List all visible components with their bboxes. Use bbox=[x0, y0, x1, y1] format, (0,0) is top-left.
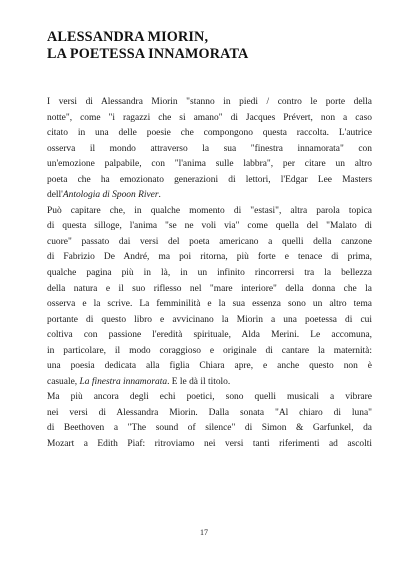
body-line bbox=[47, 204, 372, 220]
body-text bbox=[47, 95, 372, 453]
body-line bbox=[47, 344, 372, 360]
body-line-text-after: . bbox=[158, 190, 161, 201]
body-line-text: notte", come "i ragazzi che si amano" di Jacques Prévert, non a caso bbox=[47, 112, 372, 123]
body-line-text-after: . E le dà il titolo. bbox=[167, 376, 231, 387]
body-line bbox=[47, 328, 372, 344]
body-line-text: della natura e il suo riflesso nel "mare interiore" della donna che la bbox=[47, 283, 372, 294]
body-line-text: nei versi di Alessandra Miorin. Dalla sonata "Al chiaro di luna" bbox=[47, 407, 372, 418]
body-line-text: di Beethoven a "The sound of silence" di Simon & Garfunkel, da bbox=[47, 423, 372, 434]
body-line bbox=[47, 142, 372, 158]
body-line bbox=[47, 297, 372, 313]
body-line bbox=[47, 421, 372, 437]
body-line-text: un'emozione palpabile, con "l'anima sulle labbra", per citare un altro bbox=[47, 159, 372, 170]
chapter-title bbox=[47, 29, 367, 63]
italic-title: Antologia di Spoon River bbox=[62, 190, 159, 201]
body-line bbox=[47, 375, 372, 391]
body-line-text: citato in una delle poesie che compongono questa raccolta. L'autrice bbox=[47, 128, 372, 139]
chapter-title-line-2: LA POETESSA INNAMORATA bbox=[47, 46, 249, 62]
body-line-text: una poesia dedicata alla figlia Chiara apre, e anche questo non è bbox=[47, 361, 372, 372]
body-line-text: coltiva con passione l'eredità spirituale, Alda Merini. Le accomuna, bbox=[47, 330, 372, 341]
body-line bbox=[47, 126, 372, 142]
body-line bbox=[47, 111, 372, 127]
body-line-text: poeta che ha emozionato generazioni di lettori, l'Edgar Lee Masters bbox=[47, 174, 372, 185]
body-line bbox=[47, 390, 372, 406]
body-line-text: cuore" passato dai versi del poeta americano a quelli della canzone bbox=[47, 236, 372, 247]
body-line bbox=[47, 266, 372, 282]
body-line-text: casuale, bbox=[47, 376, 80, 387]
body-line bbox=[47, 95, 372, 111]
body-line-text: I versi di Alessandra Miorin "stanno in piedi / contro le porte della bbox=[47, 97, 372, 107]
body-line bbox=[47, 406, 372, 422]
body-line-text: qualche pagina più in là, in un infinito rincorrersi tra la bellezza bbox=[47, 268, 372, 279]
body-line-text: osserva e la scrive. La femminilità e la sua essenza sono un altro tema bbox=[47, 299, 372, 310]
body-line-text: osserva il mondo attraverso la sua "finestra innamorata" con bbox=[47, 143, 372, 154]
body-line-text: di Fabrizio De André, ma poi ritorna, più forte e tenace di prima, bbox=[47, 252, 372, 263]
body-line bbox=[47, 219, 372, 235]
body-line bbox=[47, 282, 372, 298]
body-line bbox=[47, 359, 372, 375]
body-line bbox=[47, 235, 372, 251]
body-line-text: Può capitare che, in qualche momento di "estasi", altra parola topica bbox=[47, 205, 372, 216]
body-line-text: Mozart a Edith Piaf: ritroviamo nei versi tanti riferimenti ad ascolti bbox=[47, 439, 372, 450]
italic-title: La finestra innamorata bbox=[79, 376, 168, 387]
body-line-text: dell' bbox=[47, 190, 63, 201]
body-line bbox=[47, 188, 372, 204]
body-line-text: di questa silloge, l'anima "se ne voli via" come quella del "Malato di bbox=[47, 221, 372, 232]
body-line-text: in particolare, il modo coraggioso e originale di cantare la maternità: bbox=[47, 345, 372, 356]
body-line bbox=[47, 173, 372, 189]
body-line bbox=[47, 437, 372, 453]
body-line-text: Ma più ancora degli echi poetici, sono quelli musicali a vibrare bbox=[47, 392, 372, 403]
chapter-title-line-1: ALESSANDRA MIORIN, bbox=[47, 29, 209, 45]
body-line-text: portante di questo libro e avvicinano la Miorin a una poetessa di cui bbox=[47, 314, 372, 325]
page-number: 17 bbox=[200, 528, 208, 537]
body-line bbox=[47, 313, 372, 329]
body-line bbox=[47, 157, 372, 173]
body-line bbox=[47, 250, 372, 266]
